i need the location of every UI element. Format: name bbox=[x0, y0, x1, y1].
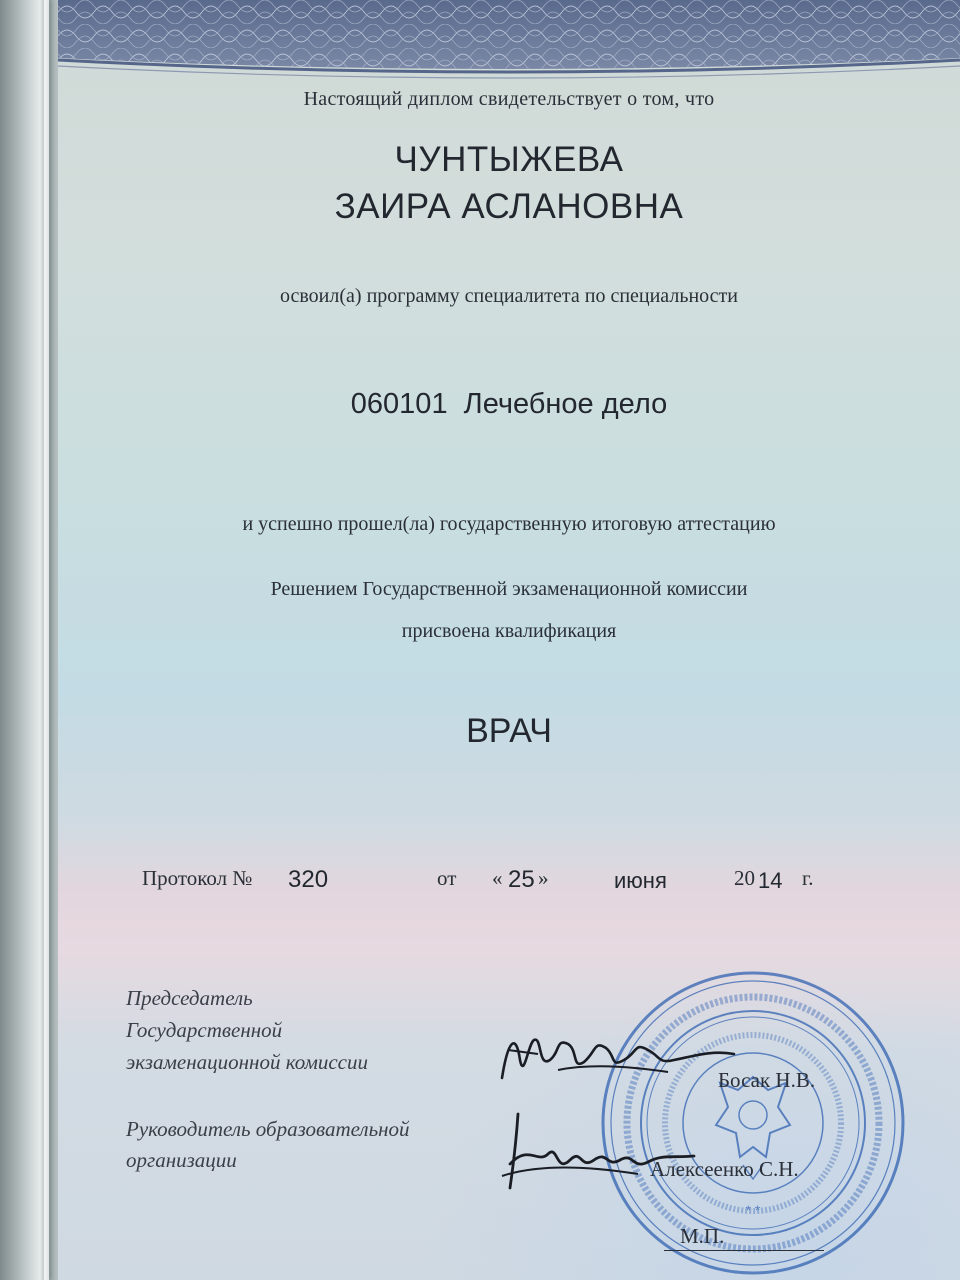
protocol-number: 320 bbox=[288, 866, 329, 893]
qualification: ВРАЧ bbox=[466, 712, 552, 750]
commission-decision-line2: присвоена квалификация bbox=[401, 620, 617, 642]
graduate-surname: ЧУНТЫЖЕВА bbox=[394, 140, 624, 179]
seal-place-underline bbox=[664, 1250, 824, 1251]
guilloche-band bbox=[58, 0, 960, 100]
seal-place-label: М.П. bbox=[680, 1224, 725, 1248]
chair-title-line2: Государственной bbox=[126, 1018, 283, 1042]
commission-decision-line1: Решением Государственной экзаменационной комиссии bbox=[270, 578, 748, 600]
protocol-day: 25 bbox=[508, 866, 535, 893]
protocol-month: июня bbox=[614, 868, 667, 893]
spine-edge bbox=[44, 0, 49, 1280]
graduate-given-names: ЗАИРА АСЛАНОВНА bbox=[334, 187, 684, 226]
protocol-year-unit: г. bbox=[802, 866, 814, 890]
specialty: 060101 Лечебное дело bbox=[350, 388, 668, 420]
date-quote-close: » bbox=[538, 866, 549, 890]
passed-attestation-text: и успешно прошел(ла) государственную итоговую аттестацию bbox=[242, 513, 776, 535]
svg-text:* *: * * bbox=[745, 1202, 761, 1218]
chair-title-line3: экзаменационной комиссии bbox=[126, 1050, 368, 1074]
head-title-line1: Руководитель образовательной bbox=[126, 1117, 410, 1141]
protocol-label: Протокол № bbox=[142, 866, 253, 890]
protocol-year-suffix: 14 bbox=[758, 868, 783, 893]
mastered-program-text: освоил(а) программу специалитета по специальности bbox=[280, 285, 738, 307]
intro-text: Настоящий диплом свидетельствует о том, что bbox=[303, 88, 715, 110]
date-quote-open: « bbox=[492, 866, 503, 890]
chair-title-line1: Председатель bbox=[126, 986, 253, 1010]
diploma-page bbox=[58, 0, 960, 1280]
head-name: Алексеенко С.Н. bbox=[650, 1157, 799, 1181]
head-title-line2: организации bbox=[126, 1148, 237, 1172]
chair-name: Босак Н.В. bbox=[718, 1068, 816, 1092]
chair-signature bbox=[498, 1020, 738, 1090]
diploma-spine bbox=[0, 0, 64, 1280]
protocol-from-label: от bbox=[437, 866, 457, 890]
protocol-year-prefix: 20 bbox=[734, 866, 755, 890]
